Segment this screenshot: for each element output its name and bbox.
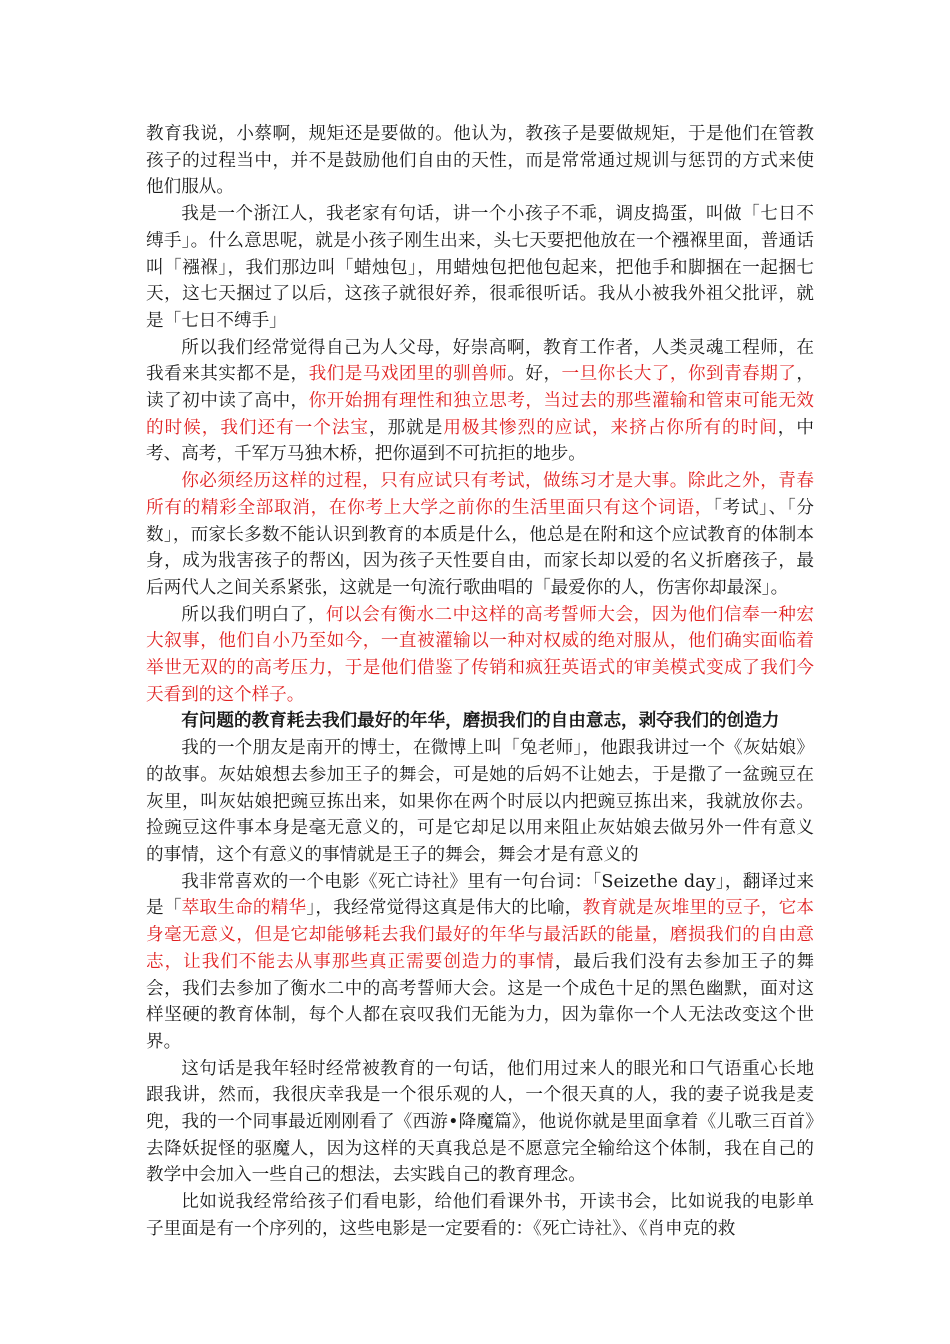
highlighted-text: 你必须经历这样的过程，只有应试只有考试，做练习才是大事。除此之外，青春所有的精彩全部取消，在你考上大学之前你的生活里面只有这个词语，	[146, 471, 814, 518]
section-heading: 有问题的教育耗去我们最好的年华，磨损我们的自由意志，剥夺我们的创造力	[181, 710, 780, 732]
paragraph-1	[146, 121, 814, 201]
highlighted-text: 何以会有衡水二中这样的高考誓师大会，因为他们信奉一种宏大叙事，他们自小乃至如今，一直被灌输以一种对权威的绝对服从，他们确实面临着举世无双的的高考压力，于是他们借鉴了传销和疯狂英语式的审美模式变成了我们今天看到的这个样子。	[146, 604, 814, 705]
paragraph-7	[146, 869, 814, 1056]
text-segment: ，读了初中读了高中，	[146, 364, 814, 412]
text-segment: 比如说我经常给孩子们看电影，给他们看课外书，开读书会，比如说我的电影单子里面是有一个序列的，这些电影是一定要看的：《死亡诗社》、《肖申克的救	[146, 1192, 814, 1239]
text-segment: 。好，	[507, 364, 562, 385]
paragraph-2	[146, 201, 814, 335]
paragraph-6	[146, 735, 814, 869]
text-segment: ，那就是	[368, 417, 444, 438]
highlighted-text: 萃取生命的精华	[181, 898, 307, 919]
document-page	[146, 121, 814, 1243]
highlighted-text: 一旦你长大了，你到青春期了	[561, 364, 797, 385]
text-segment: 」，我经常觉得这真是伟大的比喻，	[306, 898, 583, 919]
highlighted-text: 你开始拥有理性和独立思考，当过去的那些灌输和管束可能无效的时候，我们还有一个法宝	[146, 391, 814, 438]
text-segment: 所以我们经常觉得自己为人父母，好崇高啊，教育工作者，人类灵魂工程师，在我看来其实都不是，	[146, 337, 814, 385]
highlighted-text: 用极其惨烈的应试，来挤占你所有的时间	[443, 417, 778, 438]
paragraph-8	[146, 1056, 814, 1190]
text-segment: 所以我们明白了，	[181, 604, 326, 625]
text-segment: 我非常喜欢的一个电影《死亡诗社》里有一句台词：「Seizethe day」，翻译过来是「	[146, 871, 814, 919]
text-segment: 「考试」、「分数」，而家长多数不能认识到教育的本质是什么，他总是在附和这个应试教育的体制本身，成为戕害孩子的帮凶，因为孩子天性要自由，而家长却以爱的名义折磨孩子，最后两代人之间关系紧张，这就是一句流行歌曲唱的「最爱你的人，伤害你却最深」。	[146, 497, 814, 598]
text-segment: 教育我说，小蔡啊，规矩还是要做的。他认为，教孩子是要做规矩，于是他们在管教孩子的过程当中，并不是鼓励他们自由的天性，而是常常通过规训与惩罚的方式来使他们服从。	[146, 124, 814, 198]
highlighted-text: 教育就是灰堆里的豆子，它本身毫无意义，但是它却能够耗去我们最好的年华与最活跃的能量，磨损我们的自由意志，让我们不能去从事那些真正需要创造力的事情	[146, 898, 814, 972]
text-segment: 我是一个浙江人，我老家有句话，讲一个小孩子不乖，调皮捣蛋，叫做「七日不缚手」。什么意思呢，就是小孩子刚生出来，头七天要把他放在一个襁褓里面，普通话叫「襁褓」，我们那边叫「蜡烛包」，用蜡烛包把他包起来，把他手和脚捆在一起捆七天，这七天捆过了以后，这孩子就很好养，很乖很听话。我从小被我外祖父批评，就是「七日不缚手」	[146, 204, 814, 331]
paragraph-9	[146, 1189, 814, 1242]
text-segment: ，中考、高考，千军万马独木桥，把你逼到不可抗拒的地步。	[146, 417, 814, 465]
paragraph-5	[146, 602, 814, 709]
text-segment: 我的一个朋友是南开的博士，在微博上叫「兔老师」，他跟我讲过一个《灰姑娘》的故事。灰姑娘想去参加王子的舞会，可是她的后妈不让她去，于是撒了一盆豌豆在灰里，叫灰姑娘把豌豆拣出来，如果你在两个时辰以内把豌豆拣出来，我就放你去。捡豌豆这件事本身是毫无意义的，可是它却足以用来阻止灰姑娘去做另外一件有意义的事情，这个有意义的事情就是王子的舞会，舞会才是有意义的	[146, 738, 814, 865]
text-segment: ，最后我们没有去参加王子的舞会，我们去参加了衡水二中的高考誓师大会。这是一个成色十足的黑色幽默，面对这样坚硬的教育体制，每个人都在哀叹我们无能为力，因为靠你一个人无法改变这个世界。	[146, 951, 814, 1052]
highlighted-text: 我们是马戏团里的驯兽师	[308, 364, 508, 385]
paragraph-4	[146, 468, 814, 602]
paragraph-3	[146, 335, 814, 469]
text-segment: 这句话是我年轻时经常被教育的一句话，他们用过来人的眼光和口气语重心长地跟我讲，然而，我很庆幸我是一个很乐观的人，一个很天真的人，我的妻子说我是麦兜，我的一个同事最近刚刚看了《西游•降魔篇》，他说你就是里面拿着《儿歌三百首》去降妖捉怪的驱魔人，因为这样的天真我总是不愿意完全输给这个体制，我在自己的教学中会加入一些自己的想法，去实践自己的教育理念。	[146, 1058, 814, 1186]
